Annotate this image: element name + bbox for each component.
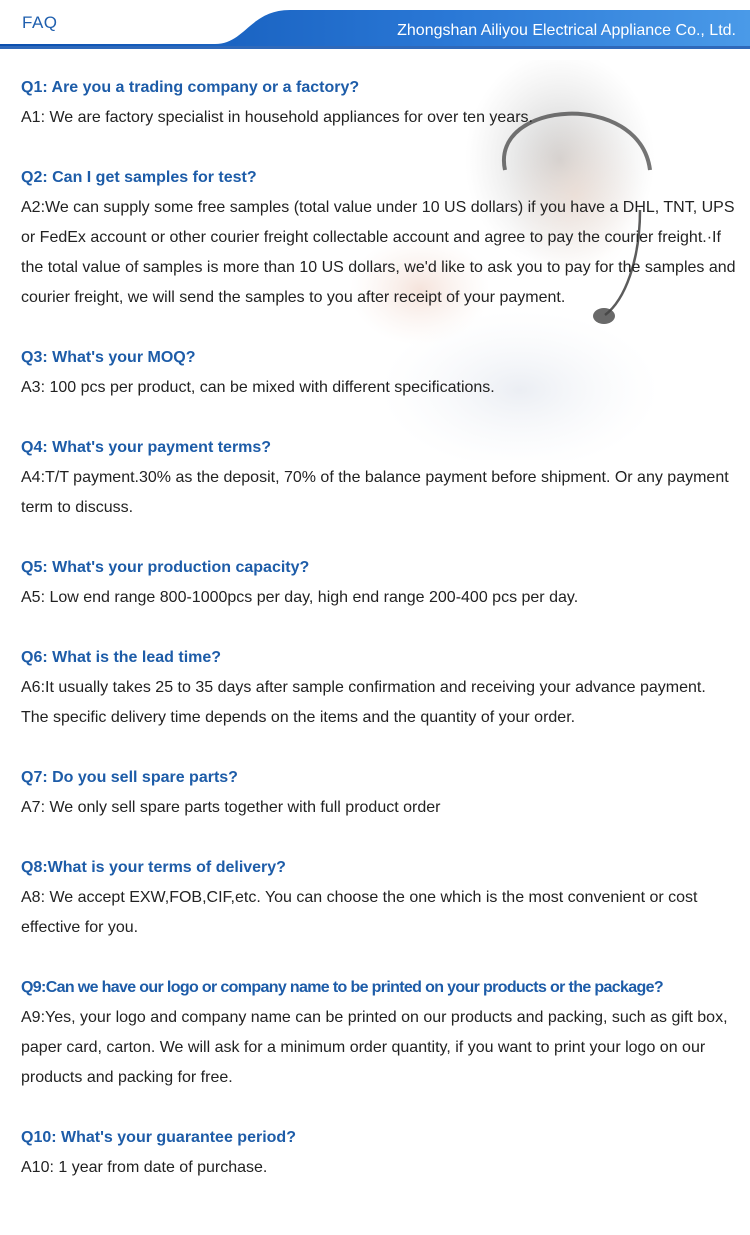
faq-list	[21, 73, 737, 1213]
faq-label: FAQ	[22, 13, 58, 32]
company-name: Zhongshan Ailiyou Electrical Appliance Co., Ltd.	[397, 22, 736, 39]
faq-item	[21, 763, 737, 823]
faq-item	[21, 1123, 737, 1183]
faq-item	[21, 973, 737, 1093]
faq-item	[21, 343, 737, 403]
faq-answer: A2:We can supply some free samples (total value under 10 US dollars) if you have a DHL, TNT, UPS or FedEx account or other courier freight collectable account and agree to pay the courier freight.·If the total value of samples is more than 10 US dollars, we'd like to ask you to pay for the samples and courier freight, we will send the samples to you after receipt of your payment.	[21, 199, 736, 306]
faq-question: Q6: What is the lead time?	[21, 649, 222, 666]
faq-answer: A3: 100 pcs per product, can be mixed with different specifications.	[21, 379, 495, 396]
faq-header-banner	[0, 0, 750, 58]
faq-question: Q8:What is your terms of delivery?	[21, 859, 286, 876]
faq-answer: A5: Low end range 800-1000pcs per day, high end range 200-400 pcs per day.	[21, 589, 579, 606]
faq-item	[21, 553, 737, 613]
faq-answer: A6:It usually takes 25 to 35 days after sample confirmation and receiving your advance payment. The specific delivery time depends on the items and the quantity of your order.	[21, 679, 706, 726]
faq-question: Q4: What's your payment terms?	[21, 439, 272, 456]
faq-item	[21, 163, 737, 313]
faq-question: Q5: What's your production capacity?	[21, 559, 310, 576]
faq-item	[21, 643, 737, 733]
faq-answer: A10: 1 year from date of purchase.	[21, 1159, 268, 1176]
faq-answer: A8: We accept EXW,FOB,CIF,etc. You can choose the one which is the most convenient or cost effective for you.	[21, 889, 698, 936]
faq-question: Q9:Can we have our logo or company name to be printed on your products or the package?	[21, 979, 663, 996]
faq-question: Q10: What's your guarantee period?	[21, 1129, 296, 1146]
faq-item	[21, 433, 737, 523]
faq-answer: A4:T/T payment.30% as the deposit, 70% of the balance payment before shipment. Or any payment term to discuss.	[21, 469, 729, 516]
faq-question: Q1: Are you a trading company or a factory?	[21, 79, 360, 96]
faq-item	[21, 73, 737, 133]
faq-question: Q3: What's your MOQ?	[21, 349, 196, 366]
faq-question: Q7: Do you sell spare parts?	[21, 769, 238, 786]
faq-question: Q2: Can I get samples for test?	[21, 169, 257, 186]
faq-item	[21, 853, 737, 943]
faq-answer: A7: We only sell spare parts together with full product order	[21, 799, 441, 816]
faq-answer: A9:Yes, your logo and company name can be printed on our products and packing, such as gift box, paper card, carton. We will ask for a minimum order quantity, if you want to print your logo on our products and packing for free.	[21, 1009, 728, 1086]
faq-answer: A1: We are factory specialist in household appliances for over ten years.	[21, 109, 533, 126]
